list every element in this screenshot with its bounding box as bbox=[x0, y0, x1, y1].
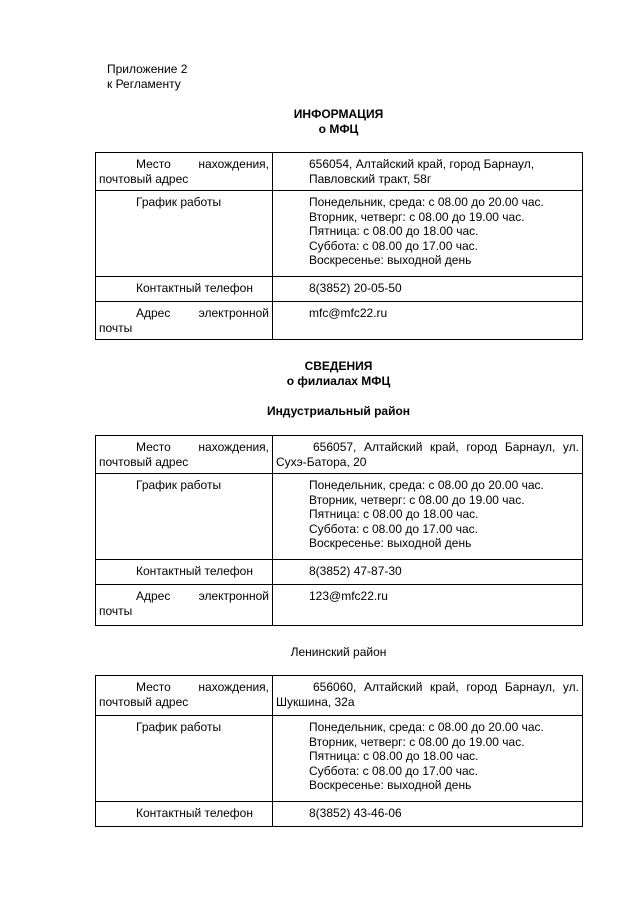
email-row bbox=[96, 585, 583, 626]
schedule-row bbox=[96, 716, 583, 802]
phone-value-cell bbox=[273, 560, 583, 585]
address-label-cell bbox=[96, 436, 273, 474]
phone-label: Контактный телефон bbox=[136, 281, 253, 295]
address-value-line-2: Павловский тракт, 58г bbox=[309, 171, 432, 186]
address-label-line-2: почтовый адрес bbox=[99, 171, 189, 186]
email-label-line-2: почты bbox=[99, 603, 133, 618]
mfc-info-table bbox=[95, 152, 583, 340]
leninsky-district-title-text: Ленинский район bbox=[290, 645, 387, 659]
schedule-line: Пятница: с 08.00 до 18.00 час. bbox=[309, 507, 479, 521]
schedule-value-cell bbox=[273, 191, 583, 277]
schedule-label-cell bbox=[96, 716, 273, 802]
email-label-line-1: Адрес электронной bbox=[136, 306, 269, 320]
schedule-label-cell bbox=[96, 191, 273, 277]
schedule-line: Понедельник, среда: с 08.00 до 20.00 час. bbox=[309, 195, 544, 209]
leninsky-district-title bbox=[95, 645, 582, 660]
phone-row bbox=[96, 277, 583, 302]
leninsky-table bbox=[95, 675, 583, 827]
address-label-line-1: Место нахождения, bbox=[136, 157, 269, 171]
address-label-line-1: Место нахождения, bbox=[136, 440, 269, 454]
email-value: mfc@mfc22.ru bbox=[309, 306, 388, 320]
email-label-line-1: Адрес электронной bbox=[136, 589, 269, 603]
address-label-line-1: Место нахождения, bbox=[136, 680, 269, 694]
phone-value-cell bbox=[273, 802, 583, 827]
branches-heading-line-1: СВЕДЕНИЯ bbox=[304, 359, 373, 373]
phone-row bbox=[96, 802, 583, 827]
phone-label-cell bbox=[96, 277, 273, 302]
email-label-cell bbox=[96, 585, 273, 626]
address-value-cell bbox=[273, 153, 583, 191]
address-value-line-1: 656057, Алтайский край, город Барнаул, ул. bbox=[313, 440, 579, 454]
phone-label-cell bbox=[96, 802, 273, 827]
schedule-row bbox=[96, 474, 583, 560]
email-value-cell bbox=[273, 585, 583, 626]
address-row bbox=[96, 436, 583, 474]
phone-value-cell bbox=[273, 277, 583, 302]
appendix-note bbox=[107, 62, 187, 92]
email-label-cell bbox=[96, 302, 273, 340]
schedule-label: График работы bbox=[136, 195, 222, 209]
address-row bbox=[96, 153, 583, 191]
schedule-line: Воскресенье: выходной день bbox=[309, 253, 472, 267]
info-heading-line-2: о МФЦ bbox=[318, 122, 359, 136]
address-label-line-2: почтовый адрес bbox=[99, 694, 189, 709]
address-value-cell bbox=[273, 436, 583, 474]
appendix-line-1: Приложение 2 bbox=[107, 62, 188, 76]
email-value-cell bbox=[273, 302, 583, 340]
appendix-line-2: к Регламенту bbox=[107, 77, 181, 91]
schedule-row bbox=[96, 191, 583, 277]
schedule-label: График работы bbox=[136, 478, 222, 492]
info-heading-line-1: ИНФОРМАЦИЯ bbox=[293, 107, 384, 121]
schedule-line: Воскресенье: выходной день bbox=[309, 536, 472, 550]
address-value-cell bbox=[273, 676, 583, 716]
email-row bbox=[96, 302, 583, 340]
industrial-table bbox=[95, 435, 583, 626]
address-value-line-1: 656054, Алтайский край, город Барнаул, bbox=[309, 157, 535, 171]
schedule-line: Суббота: с 08.00 до 17.00 час. bbox=[309, 238, 478, 253]
branches-heading bbox=[95, 359, 582, 389]
schedule-line: Воскресенье: выходной день bbox=[309, 778, 472, 792]
schedule-label: График работы bbox=[136, 720, 222, 734]
schedule-label-cell bbox=[96, 474, 273, 560]
schedule-line: Суббота: с 08.00 до 17.00 час. bbox=[309, 763, 478, 778]
schedule-value-cell bbox=[273, 716, 583, 802]
phone-label: Контактный телефон bbox=[136, 564, 253, 578]
schedule-line: Понедельник, среда: с 08.00 до 20.00 час. bbox=[309, 478, 544, 492]
schedule-line: Вторник, четверг: с 08.00 до 19.00 час. bbox=[309, 492, 525, 507]
schedule-line: Вторник, четверг: с 08.00 до 19.00 час. bbox=[309, 209, 525, 224]
industrial-district-title-text: Индустриальный район bbox=[266, 404, 411, 418]
schedule-line: Вторник, четверг: с 08.00 до 19.00 час. bbox=[309, 734, 525, 749]
phone-label: Контактный телефон bbox=[136, 806, 253, 820]
phone-row bbox=[96, 560, 583, 585]
schedule-line: Понедельник, среда: с 08.00 до 20.00 час. bbox=[309, 720, 544, 734]
phone-value: 8(3852) 47-87-30 bbox=[309, 564, 402, 578]
branches-heading-line-2: о филиалах МФЦ bbox=[286, 374, 391, 388]
phone-value: 8(3852) 43-46-06 bbox=[309, 806, 402, 820]
address-value-line-2: Сухэ-Батора, 20 bbox=[276, 454, 367, 469]
email-label-line-2: почты bbox=[99, 320, 133, 335]
schedule-line: Пятница: с 08.00 до 18.00 час. bbox=[309, 224, 479, 238]
address-label-cell bbox=[96, 676, 273, 716]
industrial-district-title bbox=[95, 404, 582, 419]
schedule-line: Суббота: с 08.00 до 17.00 час. bbox=[309, 521, 478, 536]
address-value-line-2: Шукшина, 32а bbox=[276, 694, 355, 709]
phone-label-cell bbox=[96, 560, 273, 585]
schedule-line: Пятница: с 08.00 до 18.00 час. bbox=[309, 749, 479, 763]
info-heading bbox=[95, 107, 582, 137]
phone-value: 8(3852) 20-05-50 bbox=[309, 281, 402, 295]
address-row bbox=[96, 676, 583, 716]
schedule-value-cell bbox=[273, 474, 583, 560]
address-label-line-2: почтовый адрес bbox=[99, 454, 189, 469]
address-value-line-1: 656060, Алтайский край, город Барнаул, ул. bbox=[313, 680, 579, 694]
email-value: 123@mfc22.ru bbox=[309, 589, 388, 603]
address-label-cell bbox=[96, 153, 273, 191]
